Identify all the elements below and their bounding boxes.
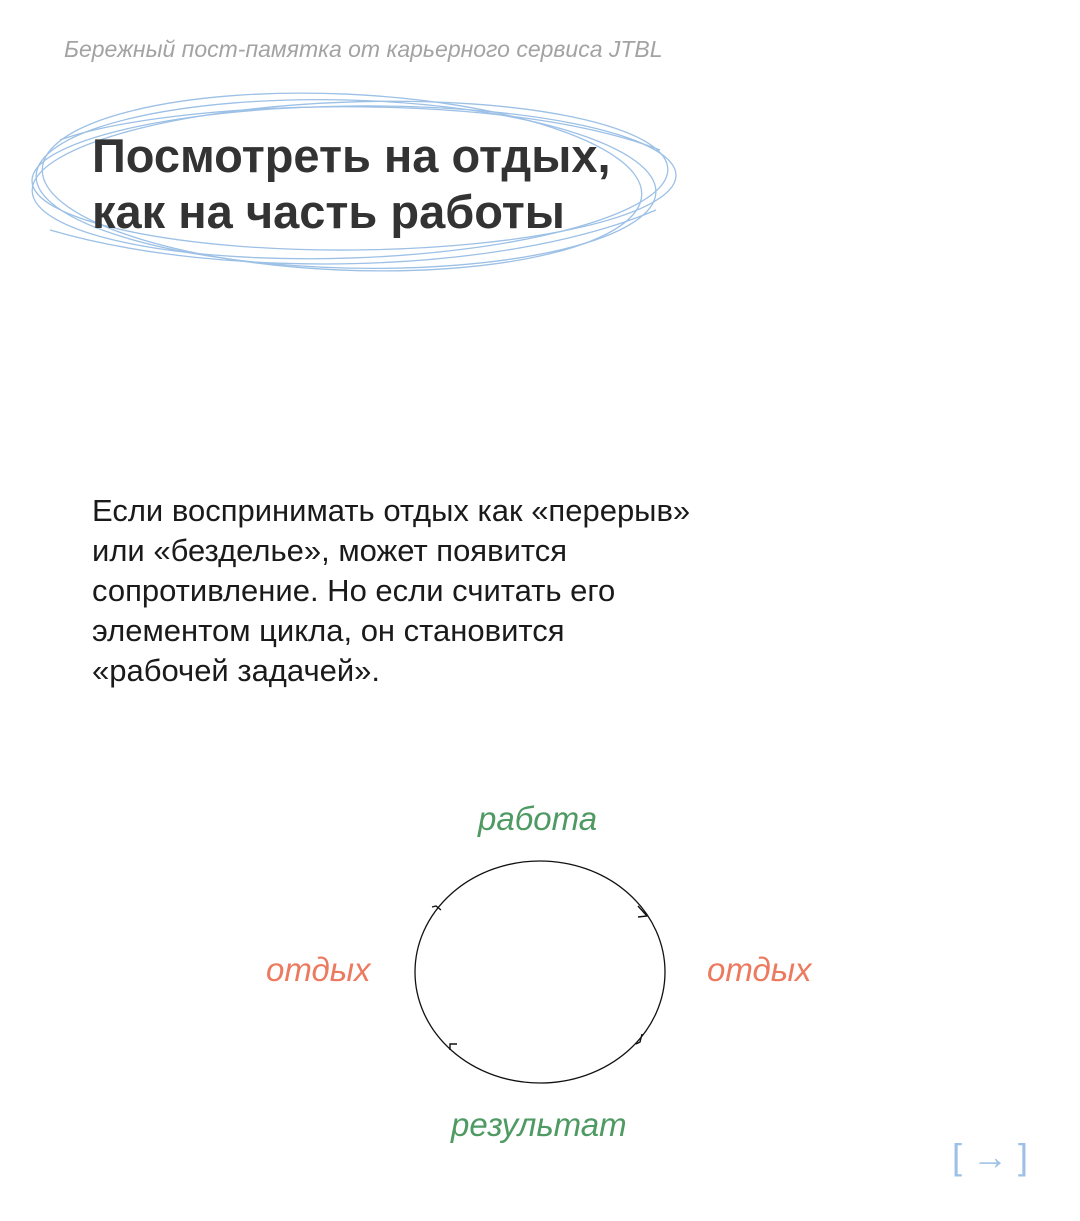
cycle-circle (415, 861, 665, 1083)
cycle-label-work: работа (478, 800, 598, 837)
page-title (92, 128, 611, 240)
title-line-2: как на часть работы (92, 185, 565, 238)
cycle-arrow-bottom-left (450, 1044, 457, 1050)
body-line: Если воспринимать отдых как «перерыв» (92, 493, 691, 528)
body-line: «рабочей задачей». (92, 653, 381, 688)
title-line-1: Посмотреть на отдых, (92, 129, 611, 182)
tagline: Бережный пост-памятка от карьерного сервиса JTBL (64, 36, 663, 62)
cycle-label-result: результат (451, 1106, 627, 1143)
body-line: элементом цикла, он становится (92, 613, 565, 648)
cycle-label-rest-right: отдых (707, 951, 812, 988)
cycle-label-rest-left: отдых (266, 951, 371, 988)
body-paragraph (92, 491, 690, 691)
next-slide-button[interactable]: [ → ] (952, 1136, 1029, 1177)
body-line: или «безделье», может появится (92, 533, 568, 568)
cycle-diagram (400, 850, 680, 1100)
body-line: сопротивление. Но если считать его (92, 573, 616, 608)
